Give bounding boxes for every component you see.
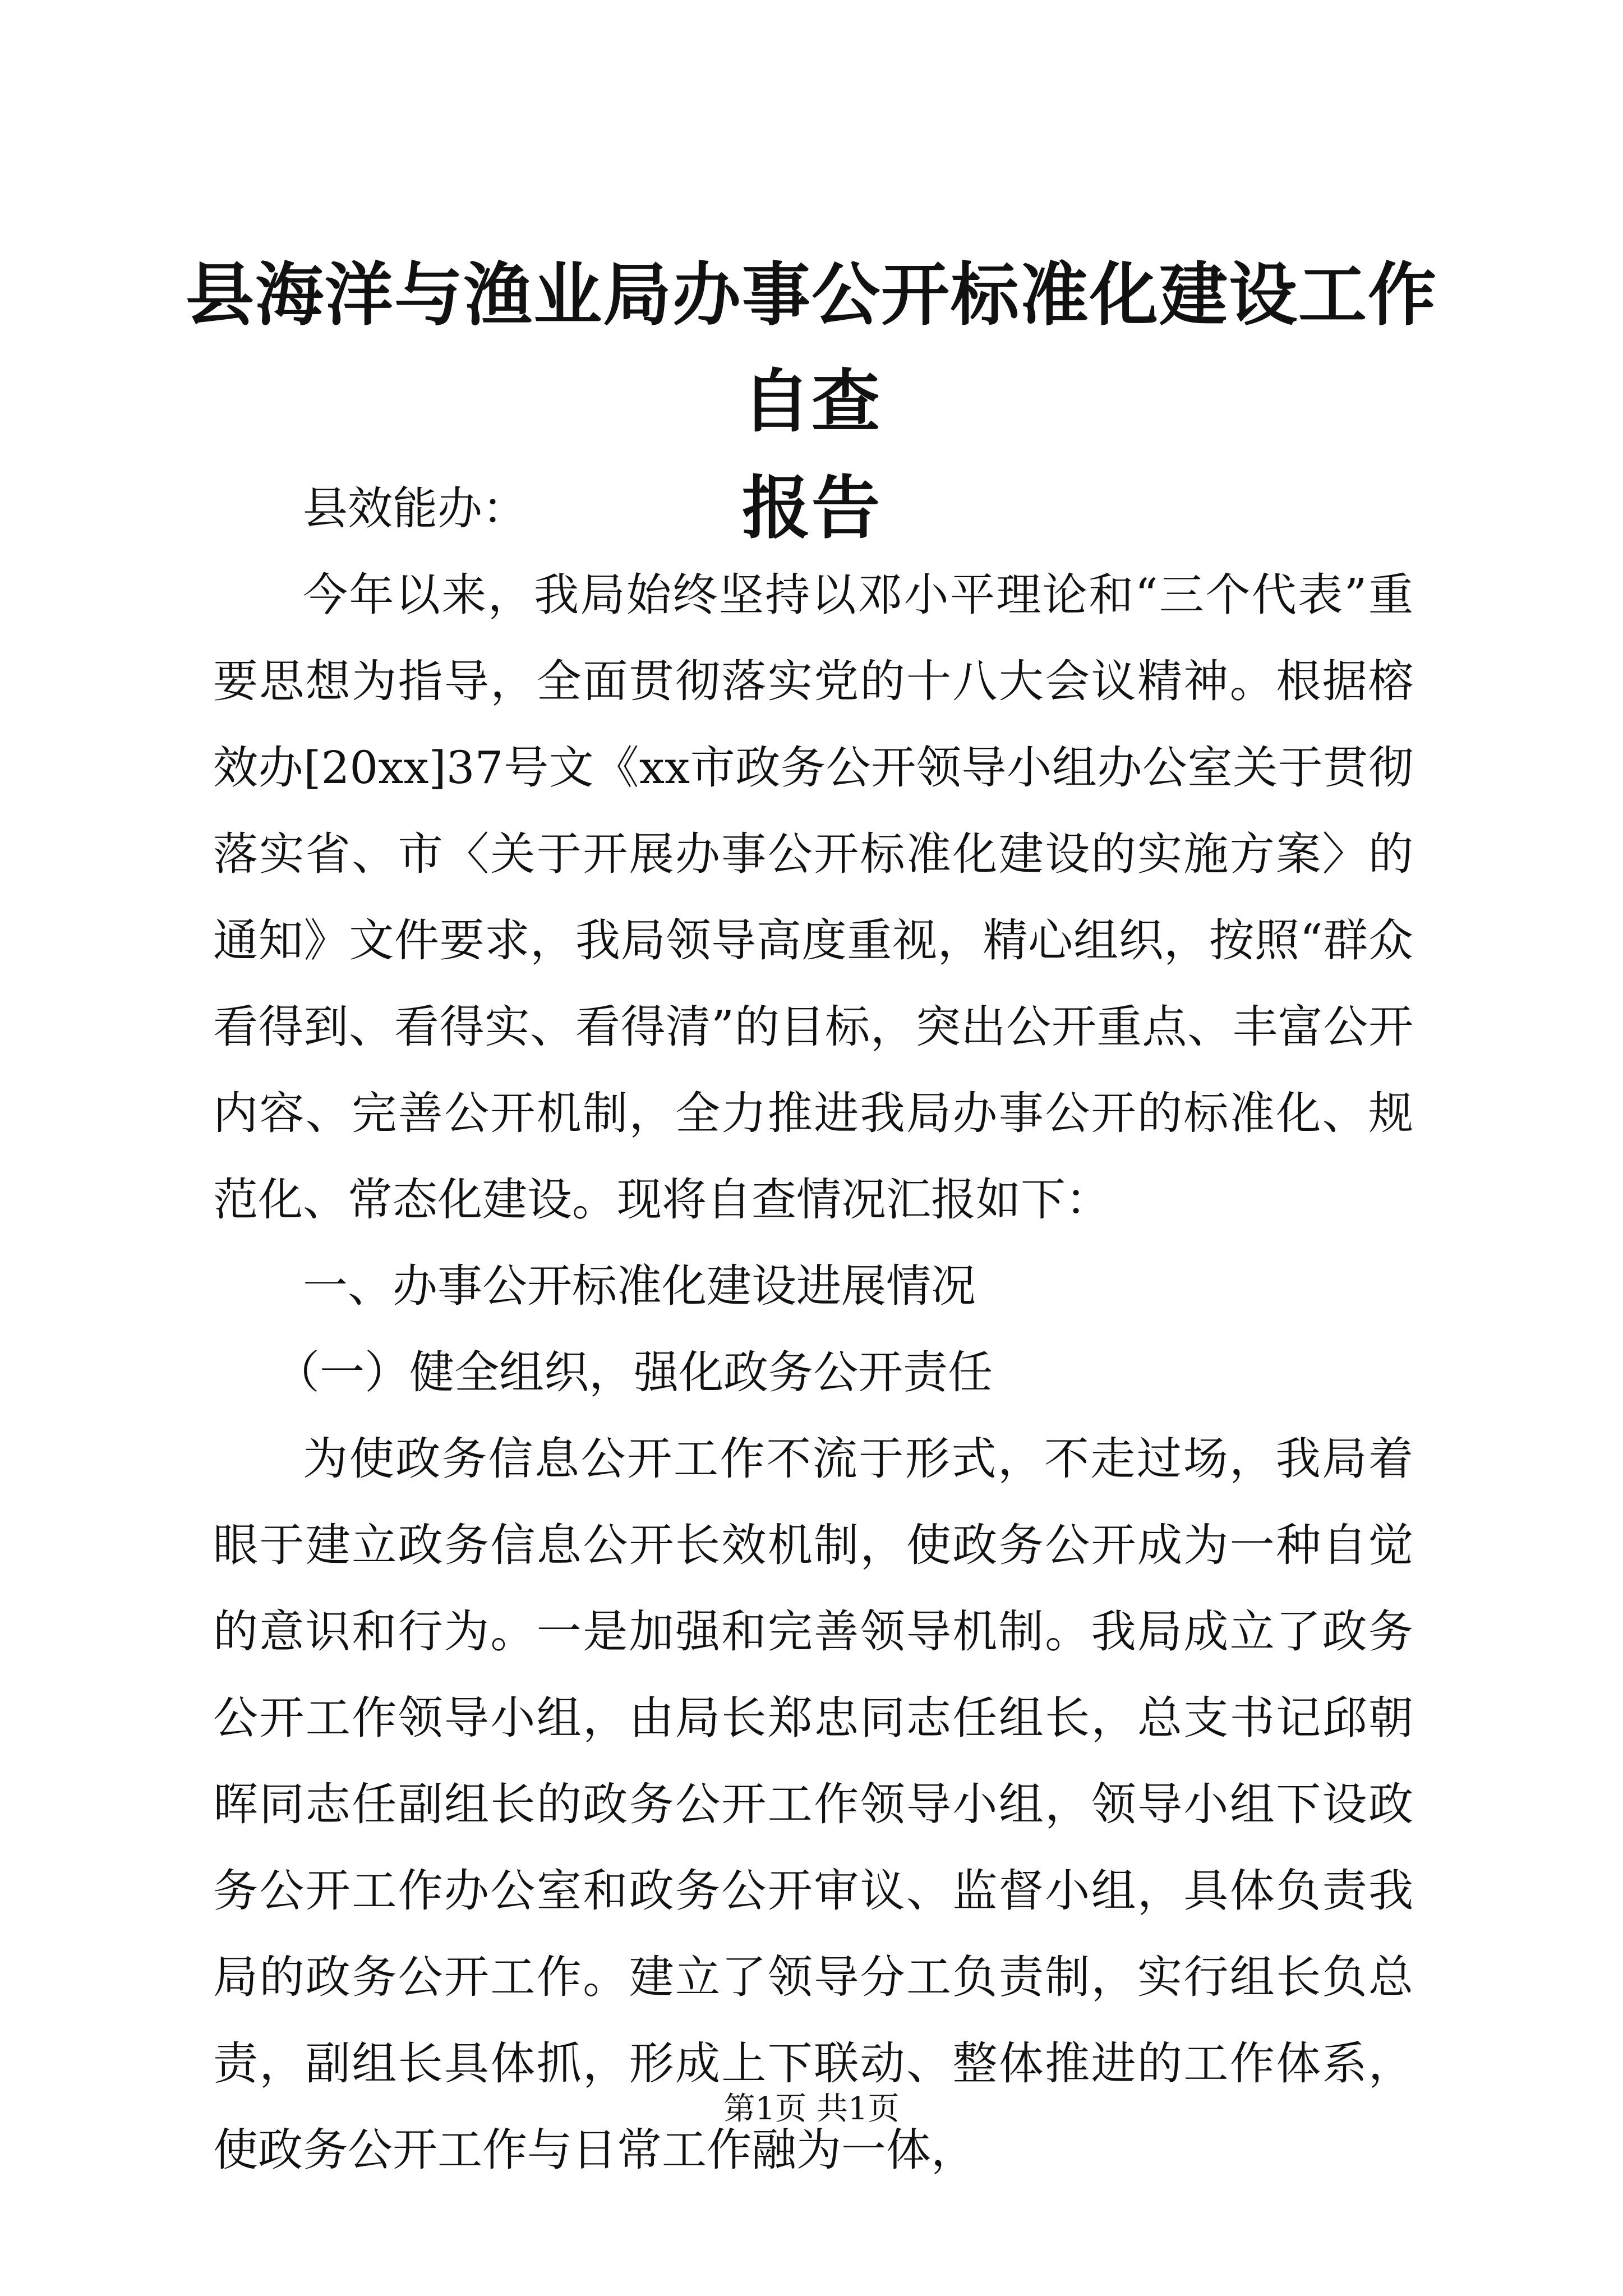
subsection-heading: （一）健全组织，强化政务公开责任: [275, 1346, 993, 1398]
document-body: [213, 466, 1413, 2193]
salutation: 县效能办：: [303, 482, 527, 535]
paragraph-organization: 为使政务信息公开工作不流于形式，不走过场，我局着眼于建立政务信息公开长效机制，使政务公开成为一种自觉的意识和行为。一是加强和完善领导机制。我局成立了政务公开工作领导小组，由局长郑忠同志任组长，总支书记邱朝晖同志任副组长的政务公开工作领导小组，领导小组下设政务公开工作办公室和政务公开审议、监督小组，具体负责我局的政务公开工作。建立了领导分工负责制，实行组长负总责，副组长具体抓，形成上下联动、整体推进的工作体系，使政务公开工作与日常工作融为一体，: [213, 1433, 1413, 2176]
page-footer: 第1页 共1页: [723, 2091, 900, 2127]
paragraph-intro: 今年以来，我局始终坚持以邓小平理论和“三个代表”重要思想为指导，全面贯彻落实党的十八大会议精神。根据榕效办[20xx]37号文《xx市政务公开领导小组办公室关于贯彻落实省、市〈关于开展办事公开标准化建设的实施方案〉的通知》文件要求，我局领导高度重视，精心组织，按照“群众看得到、看得实、看得清”的目标，突出公开重点、丰富公开内容、完善公开机制，全力推进我局办事公开的标准化、规范化、常态化建设。现将自查情况汇报如下：: [213, 569, 1413, 1226]
title-line-2: 报告: [742, 467, 881, 548]
section-heading: 一、办事公开标准化建设进展情况: [303, 1260, 976, 1312]
title-line-1: 县海洋与渔业局办事公开标准化建设工作自查: [186, 254, 1437, 441]
